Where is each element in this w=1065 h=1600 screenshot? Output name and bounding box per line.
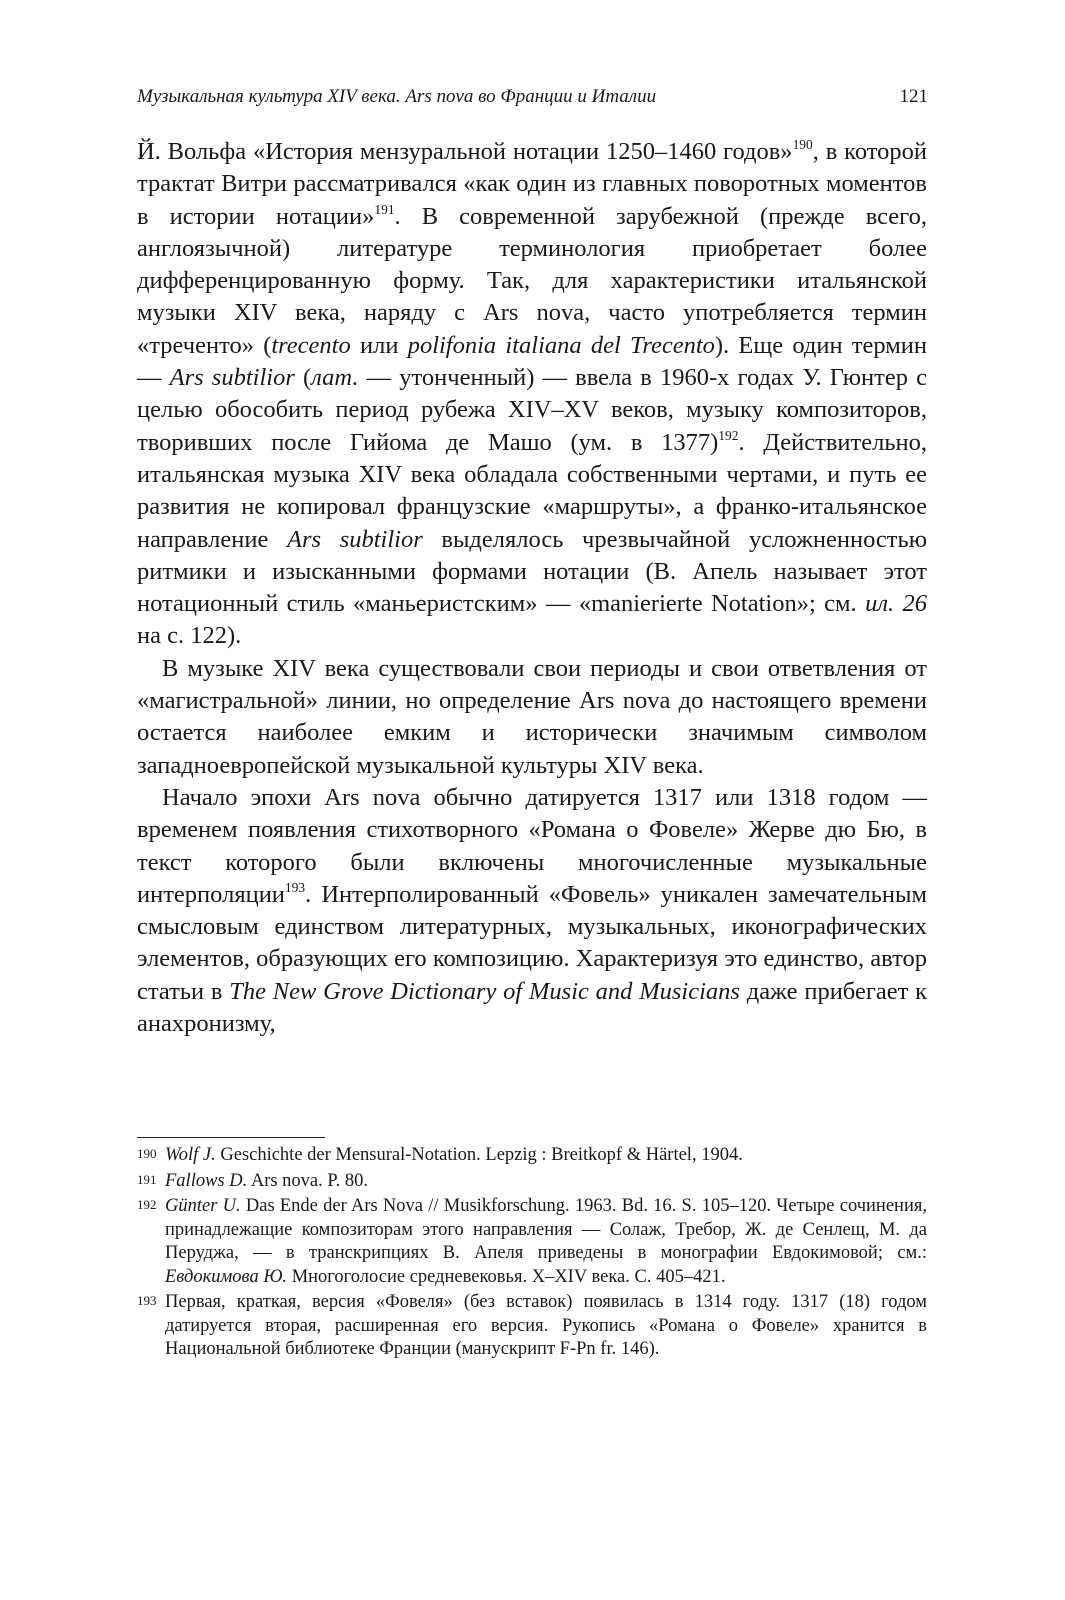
text-span: — утонченный) — ввела в 1960-х годах У. Гюнтер с целью обособить период рубежа XIV–XV веков, музыку композиторов, творивших после Гийома де Машо (ум. в 1377) (137, 364, 928, 456)
footnote-ref-191[interactable]: 191 (374, 201, 395, 217)
footnote-author: Günter U. (165, 1196, 241, 1216)
text-span: выделялось чрезвычайной усложненностью ритмики и изысканными формами нотации (В. Апель называет этот нотационный стиль «маньеристским» — «manierierte Notation»; см. (137, 525, 927, 618)
footnote-number: 191 (137, 1171, 157, 1187)
footnote-ref-190[interactable]: 190 (792, 136, 813, 152)
italic-title: The New Grove Dictionary of Music and Musicians (229, 977, 740, 1005)
footnote-author: Fallows D. (165, 1170, 248, 1191)
italic-term: Ars subtilior (287, 525, 423, 553)
text-span: , в которой трактат Витри рассматривался «как один из главных поворотных моментов в истории нотации» (137, 138, 927, 230)
footnote-body (165, 1195, 927, 1289)
footnote-separator (137, 1137, 325, 1138)
footnote-number: 192 (137, 1197, 157, 1212)
footnote-author: Евдокимова Ю. (165, 1266, 288, 1287)
footnote-191 (137, 1170, 927, 1194)
footnote-ref-193[interactable]: 193 (284, 879, 306, 895)
footnote-text: Многоголосие средневековья. X–XIV века. С. 405–421. (287, 1266, 726, 1287)
italic-term: polifonia italiana del Trecento (407, 331, 715, 359)
text-span: на с. 122). (137, 622, 242, 650)
text-span: даже прибегает к анахронизму, (137, 977, 928, 1038)
text-span: . Действительно, итальянская музыка XIV века обладала собственными чертами, и путь ее развития не копировал французские «маршруты», а франко-итальянское направление (137, 428, 927, 553)
footnote-text: Das Ende der Ars Nova // Musikforschung. 1963. Bd. 16. S. 105–120. Четыре сочинения, принадлежащие композиторам этого направления — Солаж, Требор, Ж. де Сенлещ, М. да Перуджа, — в транскрипциях В. Апеля приведены в монографии Евдокимовой; см.: (165, 1196, 927, 1263)
footnote-body (165, 1170, 927, 1194)
paragraph-1 (137, 136, 927, 653)
footnote-190 (137, 1144, 927, 1168)
footnote-text: Geschichte der Mensural-Notation. Lepzig : Breitkopf & Härtel, 1904. (215, 1145, 743, 1165)
text-span: Й. Вольфа «История мензуральной нотации 1250–1460 годов» (137, 138, 793, 165)
text-span: . Интерполированный «Фовель» уникален замечательным смысловым единством литературных, музыкальных, иконографических элементов, образующих его композицию. Характеризуя это единство, автор статьи в (137, 880, 927, 1005)
page-number: 121 (899, 86, 928, 107)
footnote-193 (137, 1291, 927, 1362)
footnote-192 (137, 1195, 927, 1289)
text-span: . В современной зарубежной (прежде всего, англоязычной) литературе терминология приобретает более дифференцированную форму. Так, для характеристики итальянской музыки XIV века, наряду с Ars nova, часто употребляется термин «треченто» ( (137, 202, 927, 359)
italic-term: trecento (271, 331, 351, 359)
footnotes (137, 1144, 927, 1364)
text-span: Начало эпохи Ars nova обычно датируется 1317 или 1318 годом — временем появления стихотворного «Романа о Фовеле» Жерве дю Бю, в текст которого были включены многочисленные музыкальные интерполяции (137, 783, 927, 908)
footnote-number: 190 (137, 1146, 157, 1161)
italic-term: Ars subtilior (169, 364, 295, 392)
text-span: ( (294, 364, 312, 392)
footnote-body (165, 1144, 927, 1168)
main-text (137, 136, 927, 1040)
italic-term: лат. (311, 364, 359, 392)
paragraph-3 (137, 782, 927, 1040)
running-head-title: Музыкальная культура XIV века. Ars nova во Франции и Италии (137, 86, 657, 107)
footnote-author: Wolf J. (165, 1145, 216, 1165)
text-span: ). Еще один термин — (137, 331, 928, 392)
text-span: или (350, 331, 408, 359)
footnote-text: Ars nova. P. 80. (247, 1170, 369, 1191)
footnote-number: 193 (137, 1293, 157, 1308)
footnote-ref-192[interactable]: 192 (718, 427, 739, 443)
running-head (137, 86, 928, 108)
paragraph-2: В музыке XIV века существовали свои периоды и свои ответвления от «магистральной» линии, но определение Ars nova до настоящего времени остается наиболее емким и исторически значимым символом западноевропейской музыкальной культуры XIV века. (137, 654, 927, 779)
footnote-body: Первая, краткая, версия «Фовеля» (без вставок) появилась в 1314 году. 1317 (18) годом датируется вторая, расширенная его версия. Рукопись «Романа о Фовеле» хранится в Национальной библиотеке Франции (манускрипт F-Pn fr. 146). (165, 1292, 927, 1359)
illustration-ref: ил. 26 (865, 590, 928, 618)
